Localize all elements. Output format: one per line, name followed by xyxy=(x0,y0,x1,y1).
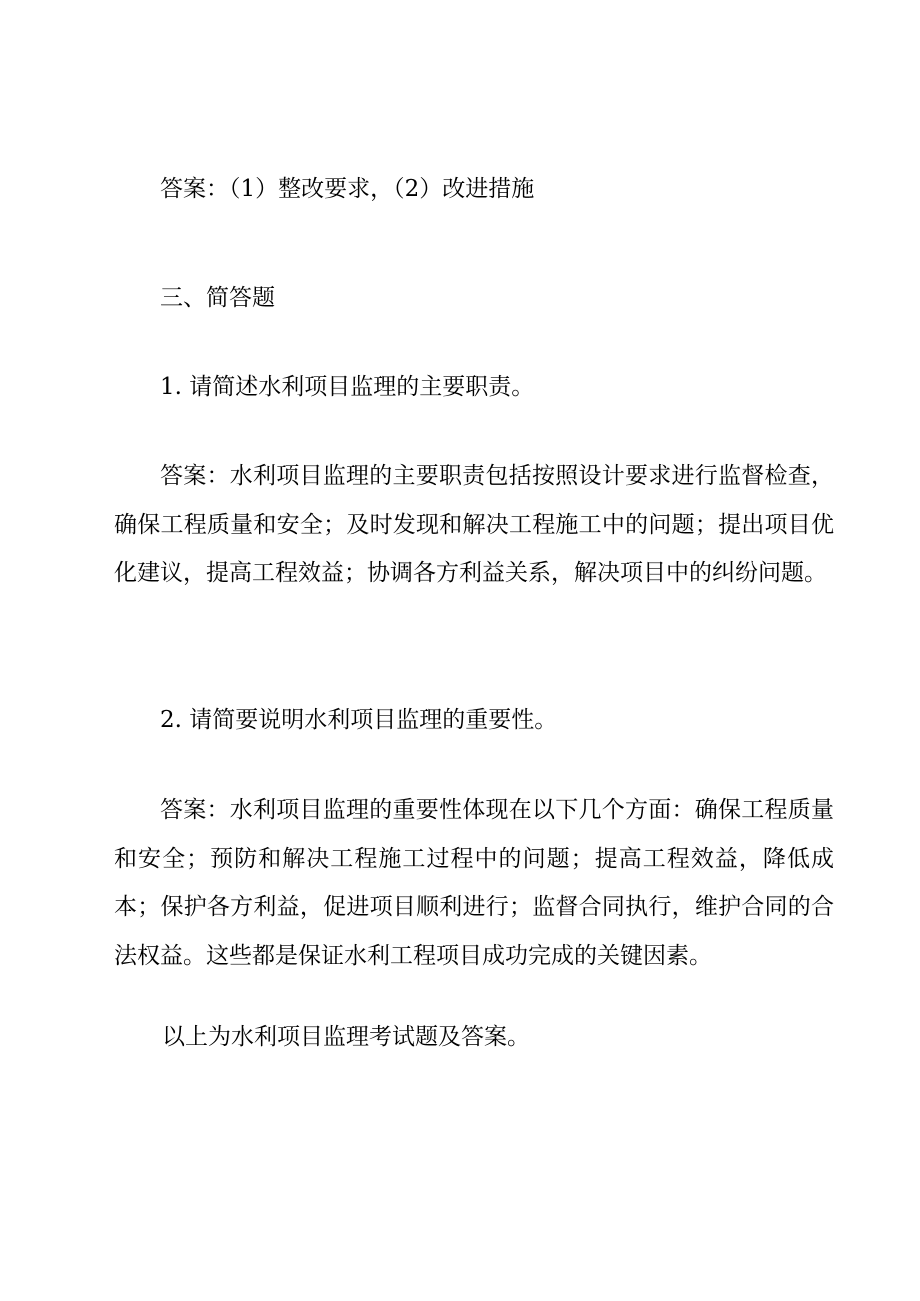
closing-statement: 以上为水利项目监理考试题及答案。 xyxy=(162,1024,530,1050)
question-2: 2. 请简要说明水利项目监理的重要性。 xyxy=(160,707,558,733)
answer-1: 答案：水利项目监理的主要职责包括按照设计要求进行监督检查，确保工程质量和安全；及时发现和解决工程施工中的问题；提出项目优化建议，提高工程效益；协调各方利益关系，解决项目中的纠纷问题。 xyxy=(114,463,834,586)
previous-answer: 答案：（1）整改要求，（2）改进措施 xyxy=(160,176,535,202)
answer-2: 答案：水利项目监理的重要性体现在以下几个方面：确保工程质量和安全；预防和解决工程施工过程中的问题；提高工程效益，降低成本；保护各方利益，促进项目顺利进行；监督合同执行，维护合同的合法权益。这些都是保证水利工程项目成功完成的关键因素。 xyxy=(114,797,834,969)
question-1: 1. 请简述水利项目监理的主要职责。 xyxy=(160,374,535,400)
section-heading: 三、简答题 xyxy=(160,285,275,311)
